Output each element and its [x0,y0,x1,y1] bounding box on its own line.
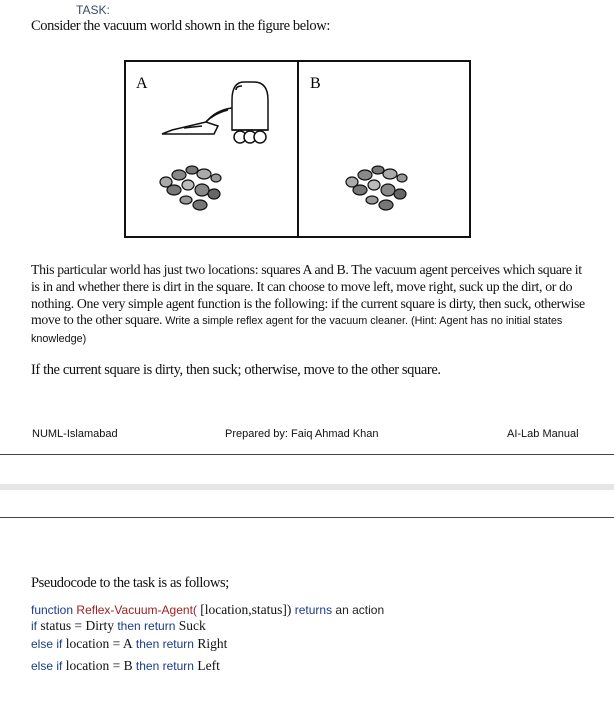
square-a-label: A [136,75,148,92]
square-b-label: B [310,75,321,92]
cond-location-a: location = A [62,636,133,651]
kw-returns: returns [291,603,333,617]
kw-else-if-1: else if [31,637,63,651]
agent-rule: If the current square is dirty, then suck; otherwise, move to the other square. [31,362,441,378]
description-paragraph [31,262,586,348]
kw-then-return-2: then return [132,637,194,651]
return-type: an action [332,603,385,617]
footer-left: NUML-Islamabad [32,428,118,440]
pseudocode-intro: Pseudocode to the task is as follows; [31,575,229,591]
task-intro: Consider the vacuum world shown in the figure below: [31,18,330,34]
kw-else-if-2: else if [31,659,63,673]
fn-params: [location,status]) [196,602,292,617]
footer-center: Prepared by: Faiq Ahmad Khan [225,428,379,440]
code-line-3 [31,636,227,652]
kw-function: function [31,603,74,617]
value-left: Left [193,658,220,673]
page-divider-bottom [0,517,614,518]
page-divider-top [0,454,614,455]
page-gap-band [0,484,614,490]
description-small-text: Write a simple reflex agent for the vacuum cleaner. (Hint: Agent has no initial states knowledge) [31,315,563,346]
cond-location-b: location = B [62,658,133,673]
kw-then-return-3: then return [132,659,194,673]
square-a [125,61,298,237]
task-label: TASK: [76,3,110,17]
description-text: This particular world has just two locations: squares A and B. The vacuum agent perceives which square it is in and whether there is dirt in the square. It can choose to move left, move right, suck up the dirt, or do nothing. One very simple agent function is the following: if the current square is dirty, then suck, otherwise move to the other square. [31,262,585,328]
code-line-1 [31,602,384,618]
kw-then-return-1: then return [114,619,176,633]
square-b [298,61,470,237]
footer-right: AI-Lab Manual [507,428,579,440]
kw-if: if [31,619,37,633]
value-right: Right [193,636,228,651]
value-suck: Suck [175,618,206,633]
cond-status: status = Dirty [37,618,114,633]
fn-name: Reflex-Vacuum-Agent( [76,603,197,617]
vacuum-world-figure [124,60,472,240]
code-line-2 [31,618,206,634]
code-line-4 [31,658,220,674]
